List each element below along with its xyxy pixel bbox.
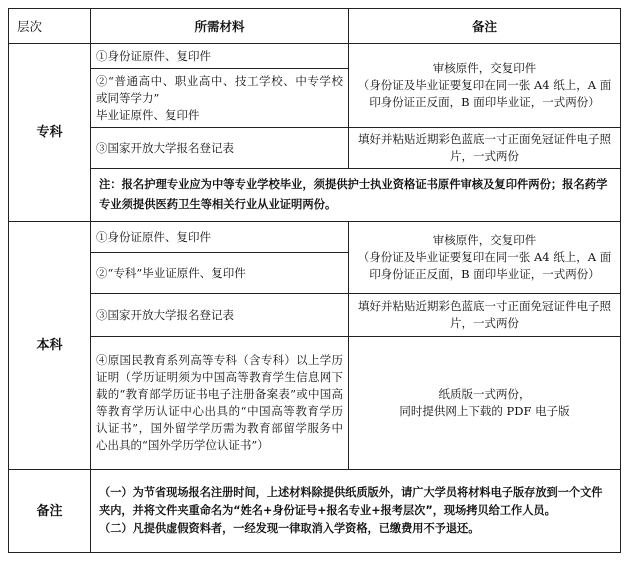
benke-material-3: ③国家开放大学报名登记表 [91, 294, 349, 337]
level-benke: 本科 [9, 222, 91, 470]
zhuanke-note-1-2-line1: 审核原件，交复印件 [432, 61, 537, 75]
table-row [9, 222, 621, 253]
table-row [9, 294, 621, 337]
header-notes: 备注 [349, 9, 621, 44]
zhuanke-material-2-line2: 毕业证原件、复印件 [96, 107, 200, 122]
zhuanke-note-3: 填好并粘贴近期彩色蓝底一寸正面免冠证件电子照片，一式两份 [349, 128, 621, 169]
zhuanke-material-1: ①身份证原件、复印件 [91, 44, 349, 69]
zhuanke-material-2-line1: ②“普通高中、职业高中、技工学校、中专学校或同等学力” [96, 73, 343, 105]
zhuanke-material-2 [91, 69, 349, 128]
table-header-row [9, 9, 621, 44]
benke-note-4-line2: 同时提供网上下载的 PDF 电子版 [399, 404, 570, 418]
remarks-item-2: （二）凡提供虚假资料者，一经发现一律取消入学资格，已缴费用不予退还。 [99, 522, 480, 535]
remarks-content [91, 470, 621, 553]
materials-table [8, 8, 621, 553]
benke-note-1-2-line2: （身份证及毕业证要复印在同一张 A4 纸上，A 面印身份证正反面，B 面印毕业证，一式两份） [357, 250, 612, 281]
benke-material-4: ④原国民教育系列高等专科（含专科）以上学历证明（学历证明须为中国高等教育学生信息网下载的“教育部学历证书电子注册备案表”或中国高等教育学历认证中心出具的“中国高等教育学历认证书”，国外留学学历需为教育部留学服务中心出具的“国外学历学位认证书”） [91, 337, 349, 470]
table-row [9, 470, 621, 553]
table-row [9, 169, 621, 222]
header-materials: 所需材料 [91, 9, 349, 44]
table-row [9, 337, 621, 470]
benke-material-1: ①身份证原件、复印件 [91, 222, 349, 253]
header-level: 层次 [9, 9, 91, 44]
level-remarks: 备注 [9, 470, 91, 553]
benke-material-2: ②“专科”毕业证原件、复印件 [91, 253, 349, 294]
benke-note-4-line1: 纸质版一式两份， [438, 387, 531, 401]
zhuanke-note-1-2 [349, 44, 621, 128]
level-zhuanke: 专科 [9, 44, 91, 222]
zhuanke-material-3: ③国家开放大学报名登记表 [91, 128, 349, 169]
benke-note-4 [349, 337, 621, 470]
table-row [9, 128, 621, 169]
remarks-item-1: （一）为节省现场报名注册时间，上述材料除提供纸质版外，请广大学员将材料电子版存放到一个文件夹内，并将文件夹重命名为“姓名+身份证号+报名专业+报考层次”，现场拷贝给工作人员。 [99, 486, 603, 517]
benke-note-3: 填好并粘贴近期彩色蓝底一寸正面免冠证件电子照片，一式两份 [349, 294, 621, 337]
zhuanke-special-note: 注：报名护理专业应为中等专业学校毕业，须提供护士执业资格证书原件审核及复印件两份；报名药学专业须提供医药卫生等相关行业从业证明两份。 [91, 169, 621, 222]
benke-note-1-2 [349, 222, 621, 294]
benke-note-1-2-line1: 审核原件，交复印件 [432, 233, 537, 247]
table-row [9, 44, 621, 69]
zhuanke-note-1-2-line2: （身份证及毕业证要复印在同一张 A4 纸上，A 面印身份证正反面，B 面印毕业证，一式两份） [357, 78, 612, 109]
enrollment-materials-page [8, 8, 620, 566]
